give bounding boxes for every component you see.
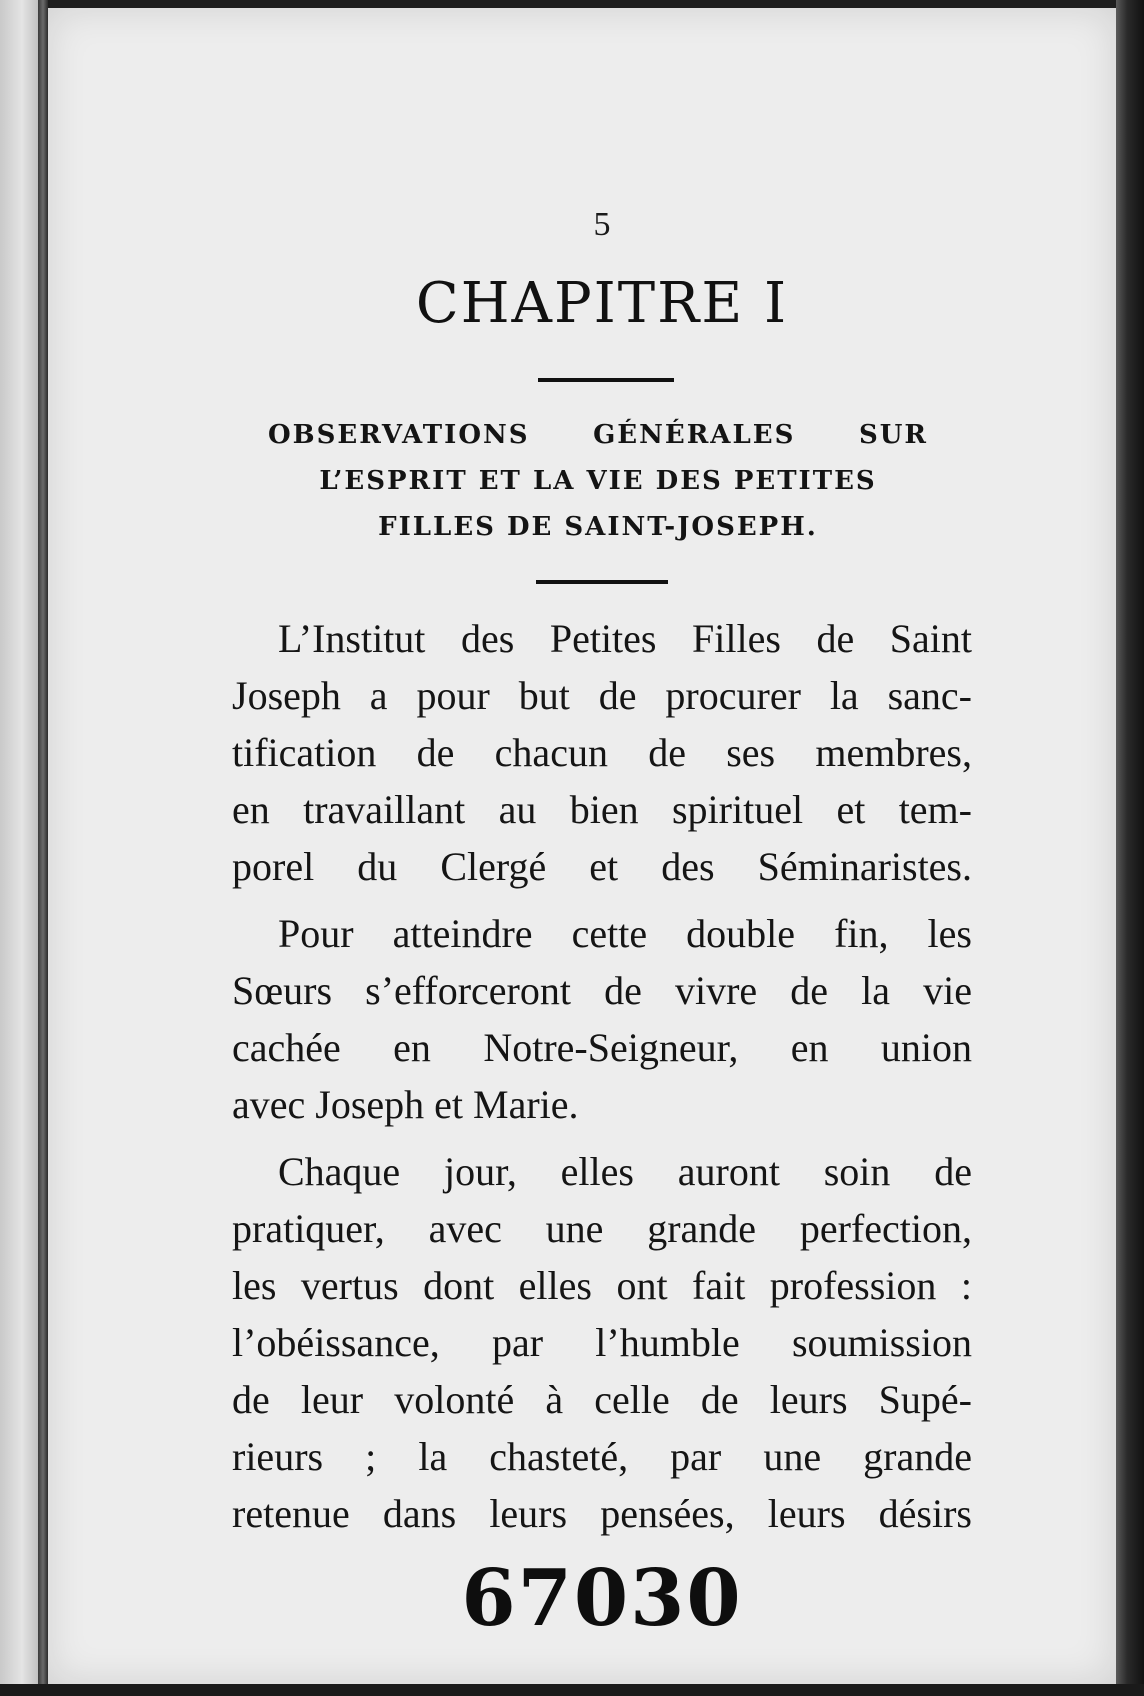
body-text: [232, 610, 972, 1552]
subtitle-word: GÉNÉRALES: [593, 420, 796, 450]
subtitle-line: L’ESPRIT ET LA VIE DES PETITES: [319, 466, 877, 496]
subtitle-line: [268, 412, 928, 458]
text-line: l’obéissance, par l’humble soumission: [232, 1320, 972, 1365]
text-line: rieurs ; la chasteté, par une grande: [232, 1434, 972, 1479]
text-line: pratiquer, avec une grande perfection,: [232, 1206, 972, 1251]
text-line: avec Joseph et Marie.: [232, 1082, 579, 1127]
chapter-title: CHAPITRE I: [415, 271, 789, 336]
subtitle-line: FILLES DE SAINT-JOSEPH.: [378, 512, 818, 542]
page-number: 5: [593, 206, 611, 243]
text-line: tification de chacun de ses membres,: [232, 730, 972, 775]
book-page: [48, 8, 1116, 1684]
text-line: porel du Clergé et des Séminaristes.: [232, 844, 972, 889]
paragraph-1: [232, 610, 972, 895]
chapter-subtitle: [268, 412, 928, 550]
scan-bottom-edge: [0, 1684, 1144, 1696]
text-line: de leur volonté à celle de leurs Supé-: [232, 1377, 972, 1422]
text-line: retenue dans leurs pensées, leurs désirs: [232, 1491, 972, 1536]
title-divider: [538, 378, 674, 382]
text-line: cachée en Notre-Seigneur, en union: [232, 1025, 972, 1070]
text-line: les vertus dont elles ont fait profession :: [232, 1263, 972, 1308]
subtitle-word: SUR: [858, 420, 928, 450]
text-line: Sœurs s’efforceront de vivre de la vie: [232, 968, 972, 1013]
paragraph-2: [232, 905, 972, 1133]
text-line: L’Institut des Petites Filles de Saint: [278, 616, 972, 661]
subtitle-divider: [536, 580, 668, 584]
subtitle-word: OBSERVATIONS: [268, 420, 530, 450]
previous-page-edge: [0, 0, 40, 1696]
book-binding: [38, 0, 48, 1696]
text-line: Pour atteindre cette double fin, les: [278, 911, 972, 956]
stamp-number: 67030: [461, 1553, 743, 1644]
text-line: Chaque jour, elles auront soin de: [278, 1149, 972, 1194]
text-line: en travaillant au bien spirituel et tem-: [232, 787, 972, 832]
paragraph-3: [232, 1143, 972, 1542]
page-shadow-edge: [1116, 0, 1144, 1696]
text-line: Joseph a pour but de procurer la sanc-: [232, 673, 972, 718]
